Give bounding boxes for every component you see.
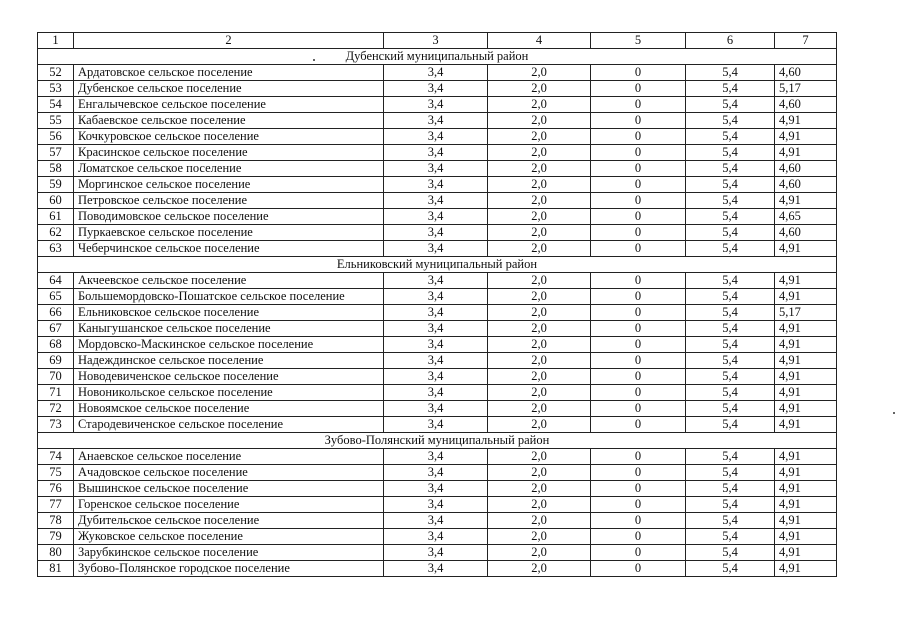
- row-number-cell: 56: [38, 129, 74, 145]
- value-col6-cell: 5,4: [686, 305, 775, 321]
- district-heading: Зубово-Полянский муниципальный район: [38, 433, 837, 449]
- row-number-cell: 78: [38, 513, 74, 529]
- value-col3-cell: 3,4: [384, 81, 488, 97]
- row-number-cell: 62: [38, 225, 74, 241]
- value-col6-cell: 5,4: [686, 81, 775, 97]
- value-col4-cell: 2,0: [488, 129, 591, 145]
- row-number-cell: 67: [38, 321, 74, 337]
- value-col7-cell: 4,91: [775, 497, 837, 513]
- value-col7-cell: 4,91: [775, 337, 837, 353]
- value-col5-cell: 0: [591, 481, 686, 497]
- value-col6-cell: 5,4: [686, 321, 775, 337]
- value-col3-cell: 3,4: [384, 385, 488, 401]
- value-col3-cell: 3,4: [384, 65, 488, 81]
- value-col7-cell: 4,60: [775, 65, 837, 81]
- value-col4-cell: 2,0: [488, 177, 591, 193]
- row-number-cell: 54: [38, 97, 74, 113]
- value-col3-cell: 3,4: [384, 289, 488, 305]
- value-col5-cell: 0: [591, 337, 686, 353]
- value-col6-cell: 5,4: [686, 417, 775, 433]
- value-col6-cell: 5,4: [686, 545, 775, 561]
- value-col5-cell: 0: [591, 417, 686, 433]
- value-col4-cell: 2,0: [488, 353, 591, 369]
- value-col6-cell: 5,4: [686, 65, 775, 81]
- row-number-cell: 77: [38, 497, 74, 513]
- row-number-cell: 52: [38, 65, 74, 81]
- value-col5-cell: 0: [591, 321, 686, 337]
- value-col3-cell: 3,4: [384, 225, 488, 241]
- value-col4-cell: 2,0: [488, 145, 591, 161]
- settlement-name-cell: Пуркаевское сельское поселение: [74, 225, 384, 241]
- value-col6-cell: 5,4: [686, 513, 775, 529]
- settlement-name-cell: Каныгушанское сельское поселение: [74, 321, 384, 337]
- row-number-cell: 63: [38, 241, 74, 257]
- value-col5-cell: 0: [591, 513, 686, 529]
- value-col7-cell: 4,91: [775, 145, 837, 161]
- row-number-cell: 80: [38, 545, 74, 561]
- row-number-cell: 53: [38, 81, 74, 97]
- settlement-name-cell: Новоникольское сельское поселение: [74, 385, 384, 401]
- column-number-cell: 3: [384, 33, 488, 49]
- table-row: [38, 305, 837, 321]
- value-col7-cell: 4,60: [775, 177, 837, 193]
- value-col5-cell: 0: [591, 113, 686, 129]
- value-col5-cell: 0: [591, 497, 686, 513]
- settlement-name-cell: Новодевиченское сельское поселение: [74, 369, 384, 385]
- row-number-cell: 58: [38, 161, 74, 177]
- row-number-cell: 55: [38, 113, 74, 129]
- value-col4-cell: 2,0: [488, 193, 591, 209]
- district-heading: Дубенский муниципальный район: [38, 49, 837, 65]
- settlement-name-cell: Ельниковское сельское поселение: [74, 305, 384, 321]
- value-col4-cell: 2,0: [488, 545, 591, 561]
- value-col4-cell: 2,0: [488, 81, 591, 97]
- value-col4-cell: 2,0: [488, 481, 591, 497]
- table-row: [38, 321, 837, 337]
- settlement-name-cell: Акчеевское сельское поселение: [74, 273, 384, 289]
- value-col3-cell: 3,4: [384, 241, 488, 257]
- value-col4-cell: 2,0: [488, 289, 591, 305]
- value-col6-cell: 5,4: [686, 225, 775, 241]
- row-number-cell: 73: [38, 417, 74, 433]
- value-col3-cell: 3,4: [384, 513, 488, 529]
- value-col3-cell: 3,4: [384, 321, 488, 337]
- value-col4-cell: 2,0: [488, 241, 591, 257]
- value-col6-cell: 5,4: [686, 209, 775, 225]
- value-col3-cell: 3,4: [384, 529, 488, 545]
- value-col5-cell: 0: [591, 81, 686, 97]
- settlement-name-cell: Стародевиченское сельское поселение: [74, 417, 384, 433]
- settlement-name-cell: Ардатовское сельское поселение: [74, 65, 384, 81]
- value-col7-cell: 4,91: [775, 321, 837, 337]
- value-col4-cell: 2,0: [488, 113, 591, 129]
- settlement-name-cell: Красинское сельское поселение: [74, 145, 384, 161]
- table-row: [38, 97, 837, 113]
- value-col3-cell: 3,4: [384, 545, 488, 561]
- value-col5-cell: 0: [591, 305, 686, 321]
- value-col4-cell: 2,0: [488, 305, 591, 321]
- value-col3-cell: 3,4: [384, 401, 488, 417]
- value-col5-cell: 0: [591, 241, 686, 257]
- value-col5-cell: 0: [591, 401, 686, 417]
- value-col7-cell: 4,91: [775, 529, 837, 545]
- value-col6-cell: 5,4: [686, 449, 775, 465]
- value-col3-cell: 3,4: [384, 177, 488, 193]
- settlement-name-cell: Надеждинское сельское поселение: [74, 353, 384, 369]
- value-col4-cell: 2,0: [488, 497, 591, 513]
- value-col6-cell: 5,4: [686, 193, 775, 209]
- value-col4-cell: 2,0: [488, 97, 591, 113]
- value-col5-cell: 0: [591, 97, 686, 113]
- value-col4-cell: 2,0: [488, 161, 591, 177]
- table-row: [38, 129, 837, 145]
- value-col6-cell: 5,4: [686, 529, 775, 545]
- value-col5-cell: 0: [591, 145, 686, 161]
- district-heading-row: [38, 49, 837, 65]
- settlement-name-cell: Мордовско-Маскинское сельское поселение: [74, 337, 384, 353]
- value-col3-cell: 3,4: [384, 561, 488, 577]
- settlement-name-cell: Вышинское сельское поселение: [74, 481, 384, 497]
- row-number-cell: 59: [38, 177, 74, 193]
- value-col5-cell: 0: [591, 65, 686, 81]
- settlement-name-cell: Петровское сельское поселение: [74, 193, 384, 209]
- settlement-name-cell: Моргинское сельское поселение: [74, 177, 384, 193]
- table-row: [38, 273, 837, 289]
- column-number-cell: 7: [775, 33, 837, 49]
- value-col4-cell: 2,0: [488, 65, 591, 81]
- value-col5-cell: 0: [591, 209, 686, 225]
- settlement-name-cell: Ачадовское сельское поселение: [74, 465, 384, 481]
- value-col5-cell: 0: [591, 449, 686, 465]
- row-number-cell: 68: [38, 337, 74, 353]
- settlement-name-cell: Дубенское сельское поселение: [74, 81, 384, 97]
- value-col4-cell: 2,0: [488, 321, 591, 337]
- table-row: [38, 465, 837, 481]
- column-number-cell: 2: [74, 33, 384, 49]
- value-col6-cell: 5,4: [686, 129, 775, 145]
- value-col7-cell: 4,91: [775, 401, 837, 417]
- value-col7-cell: 4,91: [775, 513, 837, 529]
- table-row: [38, 161, 837, 177]
- value-col5-cell: 0: [591, 273, 686, 289]
- row-number-cell: 65: [38, 289, 74, 305]
- value-col5-cell: 0: [591, 465, 686, 481]
- column-number-row: [38, 33, 837, 49]
- value-col4-cell: 2,0: [488, 529, 591, 545]
- value-col3-cell: 3,4: [384, 465, 488, 481]
- table-row: [38, 177, 837, 193]
- value-col3-cell: 3,4: [384, 305, 488, 321]
- value-col6-cell: 5,4: [686, 337, 775, 353]
- value-col4-cell: 2,0: [488, 561, 591, 577]
- row-number-cell: 75: [38, 465, 74, 481]
- table-row: [38, 337, 837, 353]
- value-col3-cell: 3,4: [384, 369, 488, 385]
- settlement-name-cell: Горенское сельское поселение: [74, 497, 384, 513]
- value-col4-cell: 2,0: [488, 369, 591, 385]
- table-row: [38, 65, 837, 81]
- value-col5-cell: 0: [591, 529, 686, 545]
- scan-speck: [313, 59, 315, 61]
- value-col7-cell: 4,60: [775, 225, 837, 241]
- value-col6-cell: 5,4: [686, 241, 775, 257]
- value-col7-cell: 4,91: [775, 561, 837, 577]
- value-col3-cell: 3,4: [384, 145, 488, 161]
- value-col5-cell: 0: [591, 353, 686, 369]
- value-col6-cell: 5,4: [686, 145, 775, 161]
- value-col4-cell: 2,0: [488, 337, 591, 353]
- value-col4-cell: 2,0: [488, 209, 591, 225]
- table-row: [38, 145, 837, 161]
- district-heading-row: [38, 433, 837, 449]
- table-row: [38, 81, 837, 97]
- row-number-cell: 61: [38, 209, 74, 225]
- value-col4-cell: 2,0: [488, 449, 591, 465]
- column-number-cell: 1: [38, 33, 74, 49]
- value-col4-cell: 2,0: [488, 417, 591, 433]
- value-col4-cell: 2,0: [488, 401, 591, 417]
- table-row: [38, 369, 837, 385]
- value-col7-cell: 4,91: [775, 289, 837, 305]
- settlement-name-cell: Енгалычевское сельское поселение: [74, 97, 384, 113]
- value-col7-cell: 4,91: [775, 353, 837, 369]
- row-number-cell: 81: [38, 561, 74, 577]
- value-col6-cell: 5,4: [686, 401, 775, 417]
- table-row: [38, 241, 837, 257]
- table-row: [38, 513, 837, 529]
- value-col3-cell: 3,4: [384, 353, 488, 369]
- value-col7-cell: 5,17: [775, 81, 837, 97]
- value-col6-cell: 5,4: [686, 273, 775, 289]
- table-row: [38, 225, 837, 241]
- value-col5-cell: 0: [591, 225, 686, 241]
- settlement-name-cell: Ломатское сельское поселение: [74, 161, 384, 177]
- row-number-cell: 72: [38, 401, 74, 417]
- table-row: [38, 209, 837, 225]
- settlement-name-cell: Кочкуровское сельское поселение: [74, 129, 384, 145]
- row-number-cell: 74: [38, 449, 74, 465]
- table-row: [38, 289, 837, 305]
- value-col5-cell: 0: [591, 177, 686, 193]
- value-col3-cell: 3,4: [384, 193, 488, 209]
- row-number-cell: 70: [38, 369, 74, 385]
- row-number-cell: 76: [38, 481, 74, 497]
- value-col7-cell: 4,91: [775, 449, 837, 465]
- value-col7-cell: 4,91: [775, 545, 837, 561]
- value-col6-cell: 5,4: [686, 113, 775, 129]
- value-col3-cell: 3,4: [384, 209, 488, 225]
- value-col5-cell: 0: [591, 369, 686, 385]
- table-row: [38, 561, 837, 577]
- value-col7-cell: 4,60: [775, 161, 837, 177]
- value-col6-cell: 5,4: [686, 369, 775, 385]
- row-number-cell: 64: [38, 273, 74, 289]
- value-col4-cell: 2,0: [488, 465, 591, 481]
- value-col5-cell: 0: [591, 129, 686, 145]
- value-col7-cell: 4,91: [775, 193, 837, 209]
- column-number-cell: 4: [488, 33, 591, 49]
- settlements-table: [37, 32, 837, 577]
- value-col3-cell: 3,4: [384, 417, 488, 433]
- value-col7-cell: 5,17: [775, 305, 837, 321]
- value-col3-cell: 3,4: [384, 97, 488, 113]
- district-heading-row: [38, 257, 837, 273]
- value-col3-cell: 3,4: [384, 337, 488, 353]
- value-col6-cell: 5,4: [686, 497, 775, 513]
- settlement-name-cell: Чеберчинское сельское поселение: [74, 241, 384, 257]
- value-col5-cell: 0: [591, 161, 686, 177]
- table-row: [38, 545, 837, 561]
- settlement-name-cell: Новоямское сельское поселение: [74, 401, 384, 417]
- value-col3-cell: 3,4: [384, 129, 488, 145]
- row-number-cell: 66: [38, 305, 74, 321]
- value-col4-cell: 2,0: [488, 513, 591, 529]
- value-col3-cell: 3,4: [384, 481, 488, 497]
- value-col3-cell: 3,4: [384, 449, 488, 465]
- settlement-name-cell: Дубительское сельское поселение: [74, 513, 384, 529]
- value-col3-cell: 3,4: [384, 273, 488, 289]
- value-col7-cell: 4,91: [775, 385, 837, 401]
- settlement-name-cell: Жуковское сельское поселение: [74, 529, 384, 545]
- value-col7-cell: 4,65: [775, 209, 837, 225]
- table-row: [38, 385, 837, 401]
- row-number-cell: 79: [38, 529, 74, 545]
- value-col7-cell: 4,91: [775, 369, 837, 385]
- value-col3-cell: 3,4: [384, 161, 488, 177]
- value-col6-cell: 5,4: [686, 465, 775, 481]
- settlement-name-cell: Зарубкинское сельское поселение: [74, 545, 384, 561]
- value-col6-cell: 5,4: [686, 353, 775, 369]
- column-number-cell: 6: [686, 33, 775, 49]
- table-row: [38, 417, 837, 433]
- value-col7-cell: 4,91: [775, 113, 837, 129]
- value-col3-cell: 3,4: [384, 497, 488, 513]
- value-col7-cell: 4,91: [775, 273, 837, 289]
- settlement-name-cell: Кабаевское сельское поселение: [74, 113, 384, 129]
- scan-speck: [893, 412, 895, 414]
- value-col6-cell: 5,4: [686, 481, 775, 497]
- column-number-cell: 5: [591, 33, 686, 49]
- table-row: [38, 113, 837, 129]
- settlement-name-cell: Зубово-Полянское городское поселение: [74, 561, 384, 577]
- table-row: [38, 401, 837, 417]
- row-number-cell: 57: [38, 145, 74, 161]
- value-col4-cell: 2,0: [488, 385, 591, 401]
- settlement-name-cell: Поводимовское сельское поселение: [74, 209, 384, 225]
- settlement-name-cell: Анаевское сельское поселение: [74, 449, 384, 465]
- value-col6-cell: 5,4: [686, 161, 775, 177]
- value-col7-cell: 4,91: [775, 241, 837, 257]
- value-col6-cell: 5,4: [686, 289, 775, 305]
- row-number-cell: 71: [38, 385, 74, 401]
- table-row: [38, 481, 837, 497]
- value-col5-cell: 0: [591, 385, 686, 401]
- value-col7-cell: 4,91: [775, 465, 837, 481]
- table-row: [38, 497, 837, 513]
- table-row: [38, 449, 837, 465]
- table-row: [38, 529, 837, 545]
- value-col6-cell: 5,4: [686, 177, 775, 193]
- value-col7-cell: 4,91: [775, 481, 837, 497]
- district-heading: Ельниковский муниципальный район: [38, 257, 837, 273]
- row-number-cell: 69: [38, 353, 74, 369]
- value-col3-cell: 3,4: [384, 113, 488, 129]
- value-col5-cell: 0: [591, 289, 686, 305]
- value-col7-cell: 4,60: [775, 97, 837, 113]
- value-col5-cell: 0: [591, 561, 686, 577]
- value-col6-cell: 5,4: [686, 561, 775, 577]
- row-number-cell: 60: [38, 193, 74, 209]
- value-col6-cell: 5,4: [686, 97, 775, 113]
- table-row: [38, 353, 837, 369]
- settlement-name-cell: Большемордовско-Пошатское сельское поселение: [74, 289, 384, 305]
- value-col6-cell: 5,4: [686, 385, 775, 401]
- table-row: [38, 193, 837, 209]
- value-col5-cell: 0: [591, 545, 686, 561]
- value-col4-cell: 2,0: [488, 273, 591, 289]
- value-col7-cell: 4,91: [775, 417, 837, 433]
- value-col7-cell: 4,91: [775, 129, 837, 145]
- value-col4-cell: 2,0: [488, 225, 591, 241]
- value-col5-cell: 0: [591, 193, 686, 209]
